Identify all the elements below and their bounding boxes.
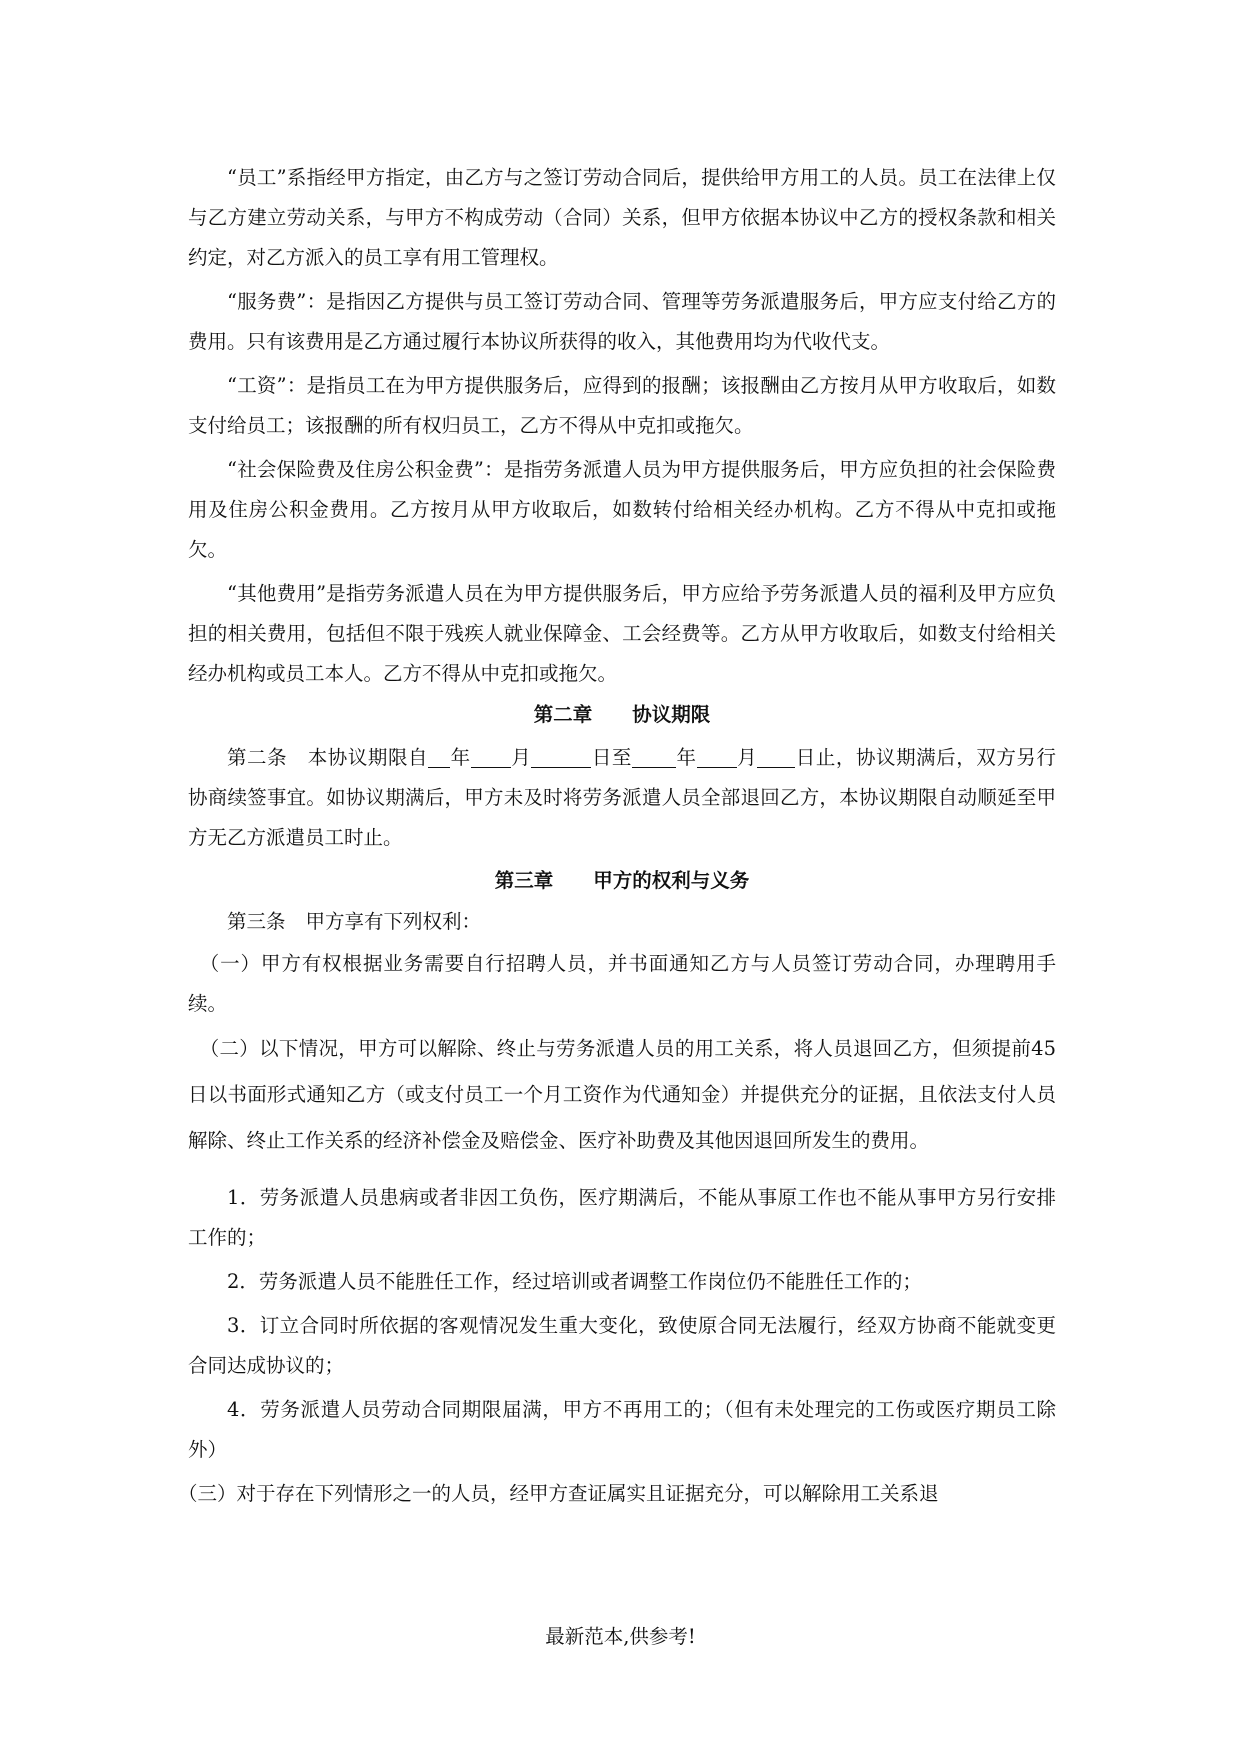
- unit-year-end: 年: [675, 746, 697, 769]
- article-3-label: 第三条: [227, 910, 286, 933]
- sub-item-2: 2．劳务派遣人员不能胜任工作，经过培训或者调整工作岗位仍不能胜任工作的；: [227, 1270, 922, 1293]
- chapter-3-heading: [188, 860, 1056, 902]
- chapter-3-title: 甲方的权利与义务: [593, 869, 750, 892]
- blank-day-end: [757, 741, 795, 768]
- unit-month-end: 月: [736, 746, 758, 769]
- chapter-2-number: 第二章: [533, 703, 593, 726]
- unit-month: 月: [510, 746, 532, 769]
- article-2: [188, 738, 1056, 858]
- chapter-3-number: 第三章: [494, 869, 554, 892]
- article-2-prefix: 本协议期限自: [307, 746, 429, 769]
- chapter-2-title: 协议期限: [632, 703, 711, 726]
- blank-year-start: [428, 741, 450, 768]
- blank-year-end: [632, 741, 676, 768]
- sub-item-1: 1．劳务派遣人员患病或者非因工负伤，医疗期满后，不能从事原工作也不能从事甲方另行安排工作的；: [188, 1186, 1056, 1249]
- definition-other-fees: “其他费用”是指劳务派遣人员在为甲方提供服务后，甲方应给予劳务派遣人员的福利及甲方应负担的相关费用，包括但不限于残疾人就业保障金、工会经费等。乙方从甲方收取后，如数支付给相关经办机构或员工本人。乙方不得从中克扣或拖欠。: [188, 582, 1056, 685]
- article-3-text: 甲方享有下列权利：: [305, 910, 482, 933]
- unit-year: 年: [450, 746, 471, 769]
- sub-item-3: 3．订立合同时所依据的客观情况发生重大变化，致使原合同无法履行，经双方协商不能就变更合同达成协议的；: [188, 1314, 1056, 1377]
- article-2-rest: 双方另行协商续签事宜。如协议期满后，甲方未及时将劳务派遣人员全部退回乙方，本协议期限自动顺延至甲方无乙方派遣员工时止。: [188, 746, 1056, 849]
- article-2-day-end: 日止，协议期满后，: [795, 746, 977, 769]
- blank-month-end: [697, 741, 737, 768]
- document-body: [178, 158, 1056, 1514]
- right-item-2: （二）以下情况，甲方可以解除、终止与劳务派遣人员的用工关系，将人员退回乙方，但须提前45日以书面形式通知乙方（或支付员工一个月工资作为代通知金）并提供充分的证据，且依法支付人员解除、终止工作关系的经济补偿金及赔偿金、医疗补助费及其他因退回所发生的费用。: [188, 1037, 1056, 1152]
- chapter-2-heading: [188, 694, 1056, 736]
- definition-wage: “工资”：是指员工在为甲方提供服务后，应得到的报酬；该报酬由乙方按月从甲方收取后，如数支付给员工；该报酬的所有权归员工，乙方不得从中克扣或拖欠。: [188, 374, 1056, 437]
- footer-note: 最新范本,供参考!: [545, 1625, 696, 1648]
- article-3: [188, 902, 1056, 942]
- definition-social-insurance: “社会保险费及住房公积金费”：是指劳务派遣人员为甲方提供服务后，甲方应负担的社会保险费用及住房公积金费用。乙方按月从甲方收取后，如数转付给相关经办机构。乙方不得从中克扣或拖欠。: [188, 458, 1056, 561]
- right-item-1: （一）甲方有权根据业务需要自行招聘人员，并书面通知乙方与人员签订劳动合同，办理聘用手续。: [188, 952, 1056, 1015]
- right-item-3: （三）对于存在下列情形之一的人员，经甲方查证属实且证据充分，可以解除用工关系退: [178, 1482, 939, 1505]
- blank-month-start: [471, 741, 511, 768]
- blank-day-start: [531, 741, 591, 768]
- sub-item-4: 4．劳务派遣人员劳动合同期限届满，甲方不再用工的；（但有未处理完的工伤或医疗期员工除外）: [188, 1398, 1056, 1461]
- definition-service-fee: “服务费”：是指因乙方提供与员工签订劳动合同、管理等劳务派遣服务后，甲方应支付给乙方的费用。只有该费用是乙方通过履行本协议所获得的收入，其他费用均为代收代支。: [188, 290, 1056, 353]
- article-2-label: 第二条: [227, 746, 288, 769]
- definition-employee: “员工”系指经甲方指定，由乙方与之签订劳动合同后，提供给甲方用工的人员。员工在法律上仅与乙方建立劳动关系，与甲方不构成劳动（合同）关系，但甲方依据本协议中乙方的授权条款和相关约定，对乙方派入的员工享有用工管理权。: [188, 166, 1056, 269]
- unit-day: 日至: [591, 746, 632, 769]
